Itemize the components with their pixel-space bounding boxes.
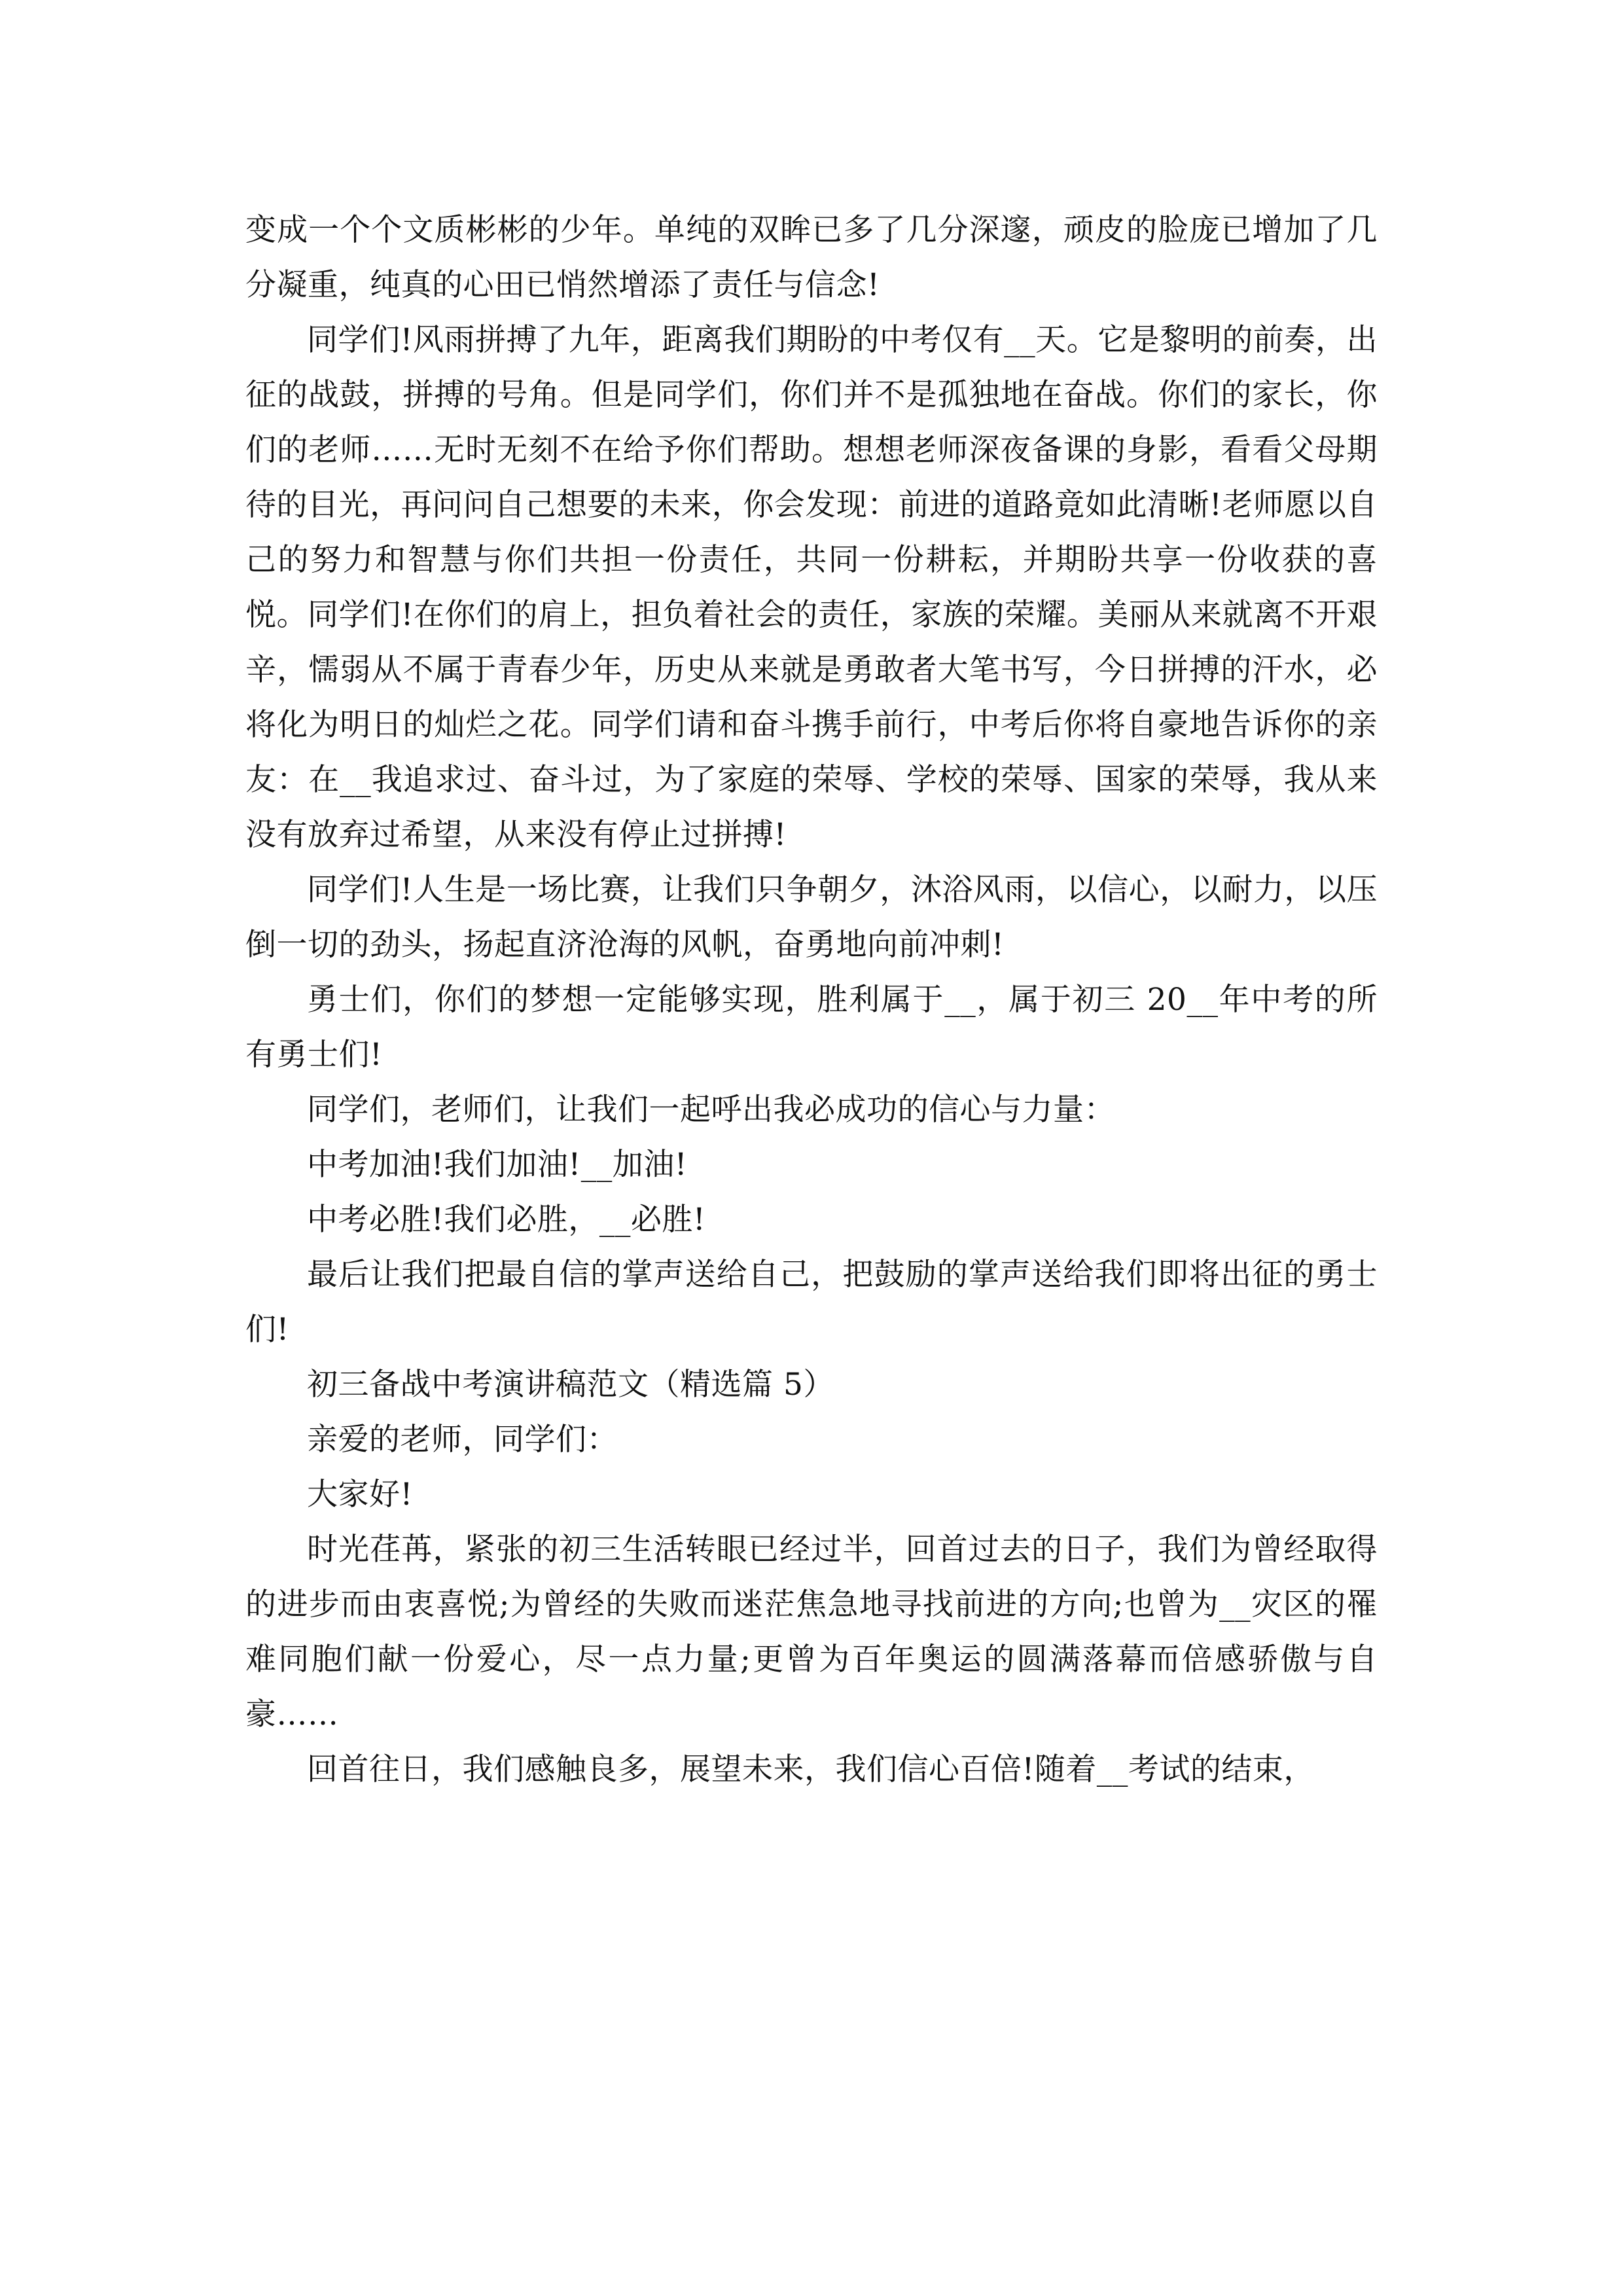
paragraph-greeting: 大家好! [307, 1477, 413, 1513]
paragraph-time-passes: 时光荏苒，紧张的初三生活转眼已经过半，回首过去的日子，我们为曾经取得的进步而由衷喜悦;为曾经的失败而迷茫焦急地寻找前进的方向;也曾为__灾区的罹难同胞们献一份爱心，尽一点力量;更曾为百年奥运的圆满落幕而倍感骄傲与自豪…… [245, 1532, 1378, 1732]
section-heading: 初三备战中考演讲稿范文（精选篇 5） [307, 1367, 834, 1403]
paragraph-call-out: 同学们，老师们，让我们一起呼出我必成功的信心与力量： [307, 1092, 1115, 1128]
paragraph-cheer-1: 中考加油!我们加油!__加油! [307, 1147, 688, 1183]
paragraph-looking-back: 回首往日，我们感触良多，展望未来，我们信心百倍!随着__考试的结束， [307, 1751, 1315, 1787]
document-body [245, 203, 1378, 1797]
paragraph-encouragement: 同学们!风雨拼搏了九年，距离我们期盼的中考仅有__天。它是黎明的前奏，出征的战鼓，拼搏的号角。但是同学们，你们并不是孤独地在奋战。你们的家长，你们的老师……无时无刻不在给予你们帮助。想想老师深夜备课的身影，看看父母期待的目光，再问问自己想要的未来，你会发现：前进的道路竟如此清晰!老师愿以自己的努力和智慧与你们共担一份责任，共同一份耕耘，并期盼共享一份收获的喜悦。同学们!在你们的肩上，担负着社会的责任，家族的荣耀。美丽从来就离不开艰辛，懦弱从不属于青春少年，历史从来就是勇敢者大笔书写，今日拼搏的汗水，必将化为明日的灿烂之花。同学们请和奋斗携手前行，中考后你将自豪地告诉你的亲友：在__我追求过、奋斗过，为了家庭的荣辱、学校的荣辱、国家的荣辱，我从来没有放弃过希望，从来没有停止过拼搏! [245, 322, 1378, 853]
paragraph-warriors: 勇士们，你们的梦想一定能够实现，胜利属于__，属于初三 20__年中考的所有勇士们! [245, 982, 1378, 1073]
paragraph-life-race: 同学们!人生是一场比赛，让我们只争朝夕，沐浴风雨，以信心，以耐力，以压倒一切的劲头，扬起直济沧海的风帆，奋勇地向前冲刺! [245, 872, 1378, 963]
paragraph-continuation: 变成一个个文质彬彬的少年。单纯的双眸已多了几分深邃，顽皮的脸庞已增加了几分凝重，纯真的心田已悄然增添了责任与信念! [245, 212, 1378, 303]
paragraph-salutation: 亲爱的老师，同学们： [307, 1422, 618, 1458]
paragraph-applause: 最后让我们把最自信的掌声送给自己，把鼓励的掌声送给我们即将出征的勇士们! [245, 1257, 1378, 1348]
paragraph-cheer-2: 中考必胜!我们必胜，__必胜! [307, 1202, 706, 1238]
